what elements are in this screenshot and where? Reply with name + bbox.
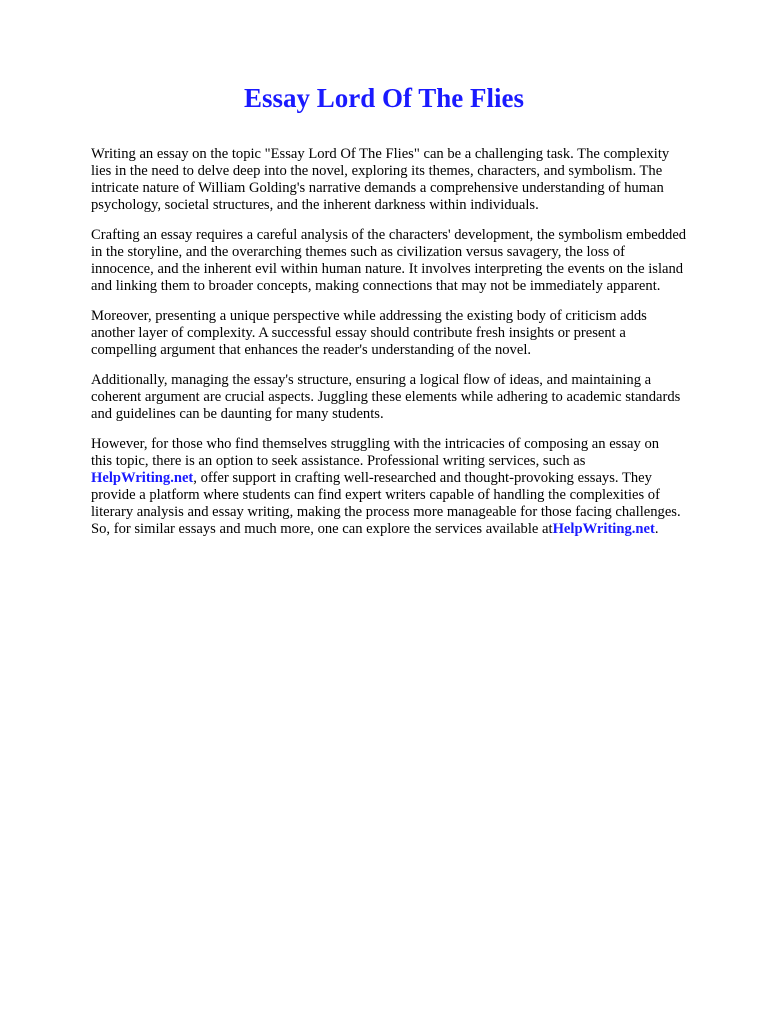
text-line: coherent argument are crucial aspects. Juggling these elements while adhering to academic standards <box>91 389 681 405</box>
text-line: and guidelines can be daunting for many students. <box>91 406 384 422</box>
document-title: Essay Lord Of The Flies <box>243 83 525 113</box>
text-line: psychology, societal structures, and the inherent darkness within individuals. <box>91 197 539 213</box>
text-line: Moreover, presenting a unique perspective while addressing the existing body of criticism adds <box>91 308 647 324</box>
paragraph-3 <box>91 308 731 359</box>
paragraph-4 <box>91 372 731 423</box>
text-line <box>91 521 731 538</box>
text-fragment: So, for similar essays and much more, one can explore the services available at <box>91 521 553 537</box>
text-line: provide a platform where students can find expert writers capable of handling the complexities of <box>91 487 660 503</box>
document-body <box>91 146 731 551</box>
helpwriting-link-2[interactable]: HelpWriting.net <box>552 521 655 537</box>
text-fragment: , offer support in crafting well-researched and thought-provoking essays. They <box>193 470 652 486</box>
text-line: lies in the need to delve deep into the novel, exploring its themes, characters, and symbolism. The <box>91 163 663 179</box>
text-line: Additionally, managing the essay's structure, ensuring a logical flow of ideas, and maintaining a <box>91 372 652 388</box>
paragraph-5 <box>91 436 731 538</box>
text-line: Writing an essay on the topic "Essay Lord Of The Flies" can be a challenging task. The complexity <box>91 146 670 162</box>
text-line: in the storyline, and the overarching themes such as civilization versus savagery, the loss of <box>91 244 626 260</box>
text-line: However, for those who find themselves struggling with the intricacies of composing an essay on <box>91 436 660 452</box>
text-fragment: . <box>654 521 659 537</box>
text-line: innocence, and the inherent evil within human nature. It involves interpreting the events on the island <box>91 261 684 277</box>
text-line: this topic, there is an option to seek assistance. Professional writing services, such as <box>91 453 586 469</box>
paragraph-2 <box>91 227 731 295</box>
text-line: intricate nature of William Golding's narrative demands a comprehensive understanding of human <box>91 180 664 196</box>
text-line: Crafting an essay requires a careful analysis of the characters' development, the symbolism embedded <box>91 227 687 243</box>
text-line <box>91 470 731 487</box>
text-line: literary analysis and essay writing, making the process more manageable for those facing challenges. <box>91 504 681 520</box>
text-line: compelling argument that enhances the reader's understanding of the novel. <box>91 342 532 358</box>
helpwriting-link-1[interactable]: HelpWriting.net <box>91 470 194 486</box>
paragraph-1 <box>91 146 731 214</box>
text-line: another layer of complexity. A successful essay should contribute fresh insights or present a <box>91 325 626 341</box>
text-line: and linking them to broader concepts, making connections that may not be immediately apparent. <box>91 278 661 294</box>
